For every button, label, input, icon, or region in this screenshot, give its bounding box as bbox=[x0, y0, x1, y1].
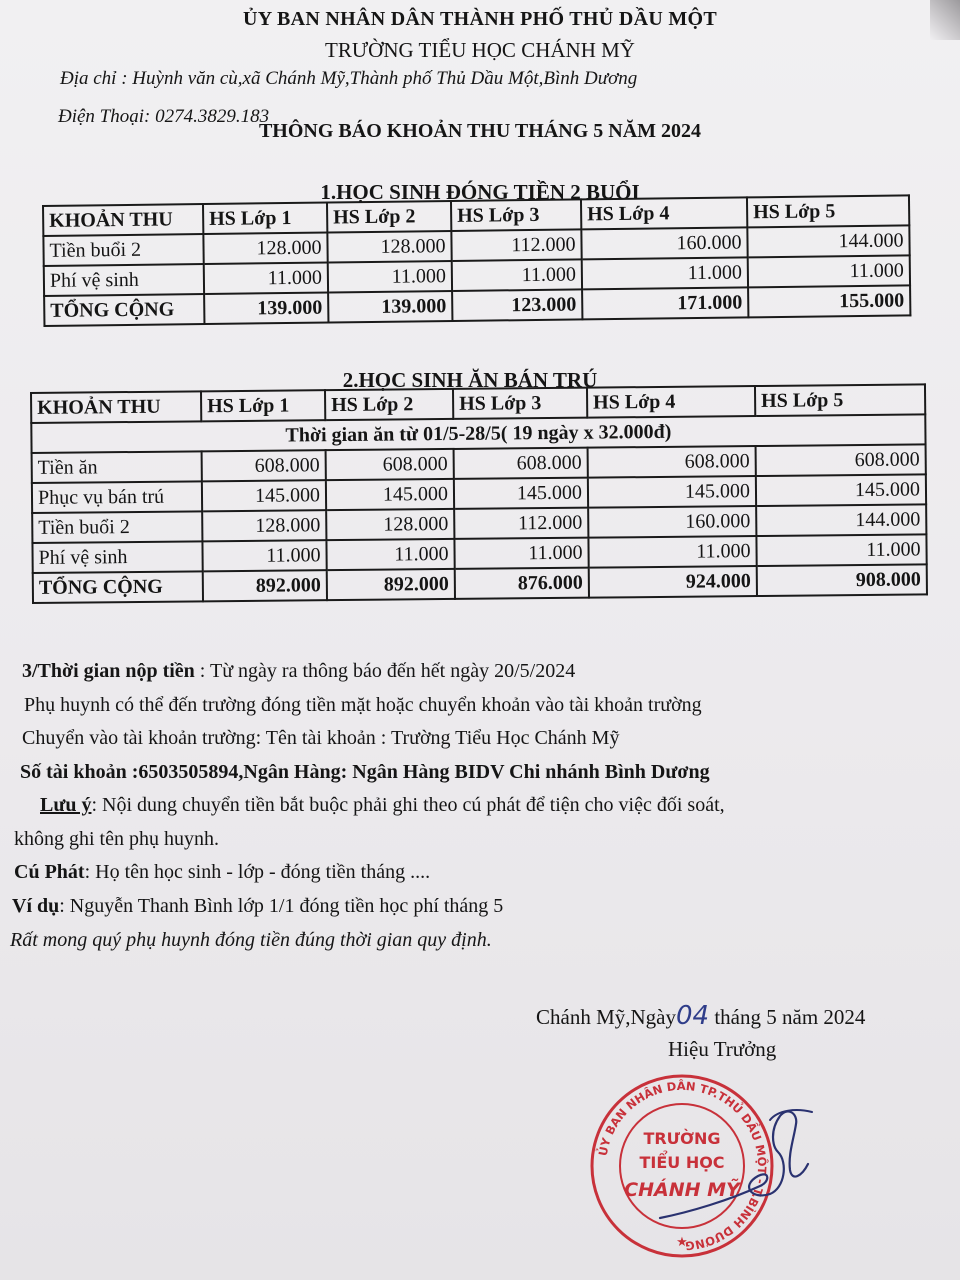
table-cell: 128.000 bbox=[326, 509, 454, 540]
column-header: HS Lớp 5 bbox=[747, 195, 909, 227]
principal-signature bbox=[620, 1090, 820, 1240]
column-header: HS Lớp 3 bbox=[453, 388, 587, 419]
payment-methods: Phụ huynh có thể đến trường đóng tiền mặt hoặc chuyển khoản vào tài khoản trường bbox=[24, 694, 702, 716]
table-cell: 11.000 bbox=[452, 259, 582, 291]
transfer-note bbox=[40, 794, 725, 817]
table-cell: 128.000 bbox=[202, 510, 326, 541]
table-cell: 11.000 bbox=[756, 534, 926, 566]
total-cell: 155.000 bbox=[748, 285, 910, 317]
column-header: HS Lớp 4 bbox=[581, 197, 747, 229]
row-label: Tiền buổi 2 bbox=[32, 511, 202, 543]
row-label: Tiền ăn bbox=[32, 451, 202, 483]
total-cell: 876.000 bbox=[455, 568, 589, 599]
table-cell: 608.000 bbox=[454, 448, 588, 479]
table-cell: 608.000 bbox=[202, 450, 326, 481]
payment-deadline-label: 3/Thời gian nộp tiền bbox=[22, 660, 195, 682]
table-cell: 11.000 bbox=[326, 539, 454, 570]
transfer-example bbox=[12, 895, 503, 918]
total-label: TỔNG CỘNG bbox=[33, 571, 203, 603]
meal-period-note: Thời gian ăn từ 01/5-28/5( 19 ngày x 32.000đ) bbox=[31, 414, 925, 453]
payment-deadline bbox=[22, 660, 575, 683]
total-cell: 139.000 bbox=[204, 293, 328, 325]
signing-date-suffix: tháng 5 năm 2024 bbox=[709, 1005, 866, 1029]
table-cell: 145.000 bbox=[202, 480, 326, 511]
header-organization: ỦY BAN NHÂN DÂN THÀNH PHỐ THỦ DẦU MỘT bbox=[242, 8, 718, 30]
column-header: KHOẢN THU bbox=[31, 391, 201, 423]
table-cell: 112.000 bbox=[451, 229, 581, 261]
total-cell: 171.000 bbox=[582, 287, 748, 319]
transfer-note-text: : Nội dung chuyển tiền bắt buộc phải ghi theo cú phát để tiện cho việc đối soát, bbox=[91, 794, 725, 816]
table-cell: 145.000 bbox=[588, 476, 756, 508]
row-label: Phí vệ sinh bbox=[32, 541, 202, 573]
table-cell: 128.000 bbox=[203, 233, 327, 265]
total-cell: 892.000 bbox=[203, 570, 327, 601]
transfer-note-label: Lưu ý bbox=[40, 794, 92, 816]
signing-date-day: 04 bbox=[676, 1001, 710, 1031]
closing-remark: Rất mong quý phụ huynh đóng tiền đúng thời gian quy định. bbox=[10, 929, 492, 951]
stamp-line-3: CHÁNH MỸ bbox=[624, 1179, 740, 1201]
account-number: Số tài khoản :6503505894,Ngân Hàng: Ngân Hàng BIDV Chi nhánh Bình Dương bbox=[20, 761, 710, 783]
table-cell: 144.000 bbox=[747, 225, 909, 257]
transfer-syntax-text: : Họ tên học sinh - lớp - đóng tiền tháng .... bbox=[84, 861, 431, 883]
row-label: Phí vệ sinh bbox=[44, 264, 204, 296]
column-header: HS Lớp 5 bbox=[755, 384, 925, 416]
payment-deadline-text: : Từ ngày ra thông báo đến hết ngày 20/5/2024 bbox=[194, 660, 576, 682]
column-header: HS Lớp 2 bbox=[325, 389, 453, 420]
column-header: HS Lớp 1 bbox=[203, 203, 327, 235]
total-cell: 892.000 bbox=[327, 569, 455, 600]
table-cell: 145.000 bbox=[326, 479, 454, 510]
fee-table-two-sessions bbox=[42, 194, 911, 327]
stamp-star-icon: ★ bbox=[676, 1235, 688, 1250]
header-school-name: TRƯỜNG TIỂU HỌC CHÁNH MỸ bbox=[325, 38, 635, 62]
table-cell: 11.000 bbox=[748, 255, 910, 287]
section1-title: 1.HỌC SINH ĐÓNG TIỀN 2 BUỔI bbox=[320, 180, 640, 204]
total-cell: 123.000 bbox=[452, 289, 582, 321]
transfer-syntax-label: Cú Phát bbox=[14, 861, 85, 883]
total-cell: 924.000 bbox=[589, 566, 757, 598]
column-header: HS Lớp 4 bbox=[587, 386, 755, 418]
stamp-line-1: TRƯỜNG bbox=[643, 1129, 721, 1148]
table-cell: 608.000 bbox=[326, 449, 454, 480]
table-cell: 11.000 bbox=[588, 536, 756, 568]
notice-title: THÔNG BÁO KHOẢN THU THÁNG 5 NĂM 2024 bbox=[258, 120, 702, 142]
fee-table-boarding bbox=[30, 383, 928, 604]
table-cell: 608.000 bbox=[588, 446, 756, 478]
row-label: Phục vụ bán trú bbox=[32, 481, 202, 513]
column-header: HS Lớp 1 bbox=[201, 390, 325, 421]
transfer-example-text: : Nguyễn Thanh Bình lớp 1/1 đóng tiền học phí tháng 5 bbox=[59, 895, 504, 917]
table-cell: 145.000 bbox=[756, 474, 926, 506]
table-cell: 144.000 bbox=[756, 504, 926, 536]
principal-title: Hiệu Trưởng bbox=[668, 1037, 777, 1061]
table-cell: 11.000 bbox=[328, 261, 452, 293]
table-cell: 11.000 bbox=[202, 540, 326, 571]
table-cell: 608.000 bbox=[756, 444, 926, 476]
total-cell: 908.000 bbox=[757, 564, 927, 596]
table-cell: 112.000 bbox=[454, 508, 588, 539]
table-cell: 11.000 bbox=[454, 538, 588, 569]
table-cell: 160.000 bbox=[581, 227, 747, 259]
table-cell: 11.000 bbox=[204, 263, 328, 295]
signing-date bbox=[536, 1001, 865, 1031]
stamp-line-2: TIỂU HỌC bbox=[639, 1153, 725, 1172]
header-address: Địa chỉ : Huỳnh văn cù,xã Chánh Mỹ,Thành phố Thủ Dầu Một,Bình Dương bbox=[60, 68, 638, 89]
signing-date-prefix: Chánh Mỹ,Ngày bbox=[536, 1005, 676, 1029]
column-header: HS Lớp 2 bbox=[327, 201, 451, 233]
column-header: HS Lớp 3 bbox=[451, 199, 581, 231]
table-cell: 160.000 bbox=[588, 506, 756, 538]
stamp-outer-text: ỦY BAN NHÂN DÂN TP.THỦ DẦU MỘT - T.BÌNH DƯƠNG bbox=[595, 1078, 770, 1254]
table-cell: 145.000 bbox=[454, 478, 588, 509]
transfer-example-label: Ví dụ bbox=[12, 895, 60, 917]
row-label: Tiền buổi 2 bbox=[43, 234, 203, 266]
signature-stroke bbox=[660, 1111, 808, 1218]
table-cell: 11.000 bbox=[582, 257, 748, 289]
table-cell: 128.000 bbox=[327, 231, 451, 263]
section2-title: 2.HỌC SINH ĂN BÁN TRÚ bbox=[342, 368, 598, 392]
column-header: KHOẢN THU bbox=[43, 204, 203, 236]
header-phone: Điện Thoại: 0274.3829.183 bbox=[58, 106, 270, 127]
total-cell: 139.000 bbox=[328, 291, 452, 323]
account-name: Chuyển vào tài khoản trường: Tên tài khoản : Trường Tiểu Học Chánh Mỹ bbox=[22, 727, 620, 749]
total-label: TỔNG CỘNG bbox=[44, 294, 204, 326]
transfer-note-continued: không ghi tên phụ huynh. bbox=[14, 828, 219, 850]
transfer-syntax bbox=[14, 861, 430, 884]
